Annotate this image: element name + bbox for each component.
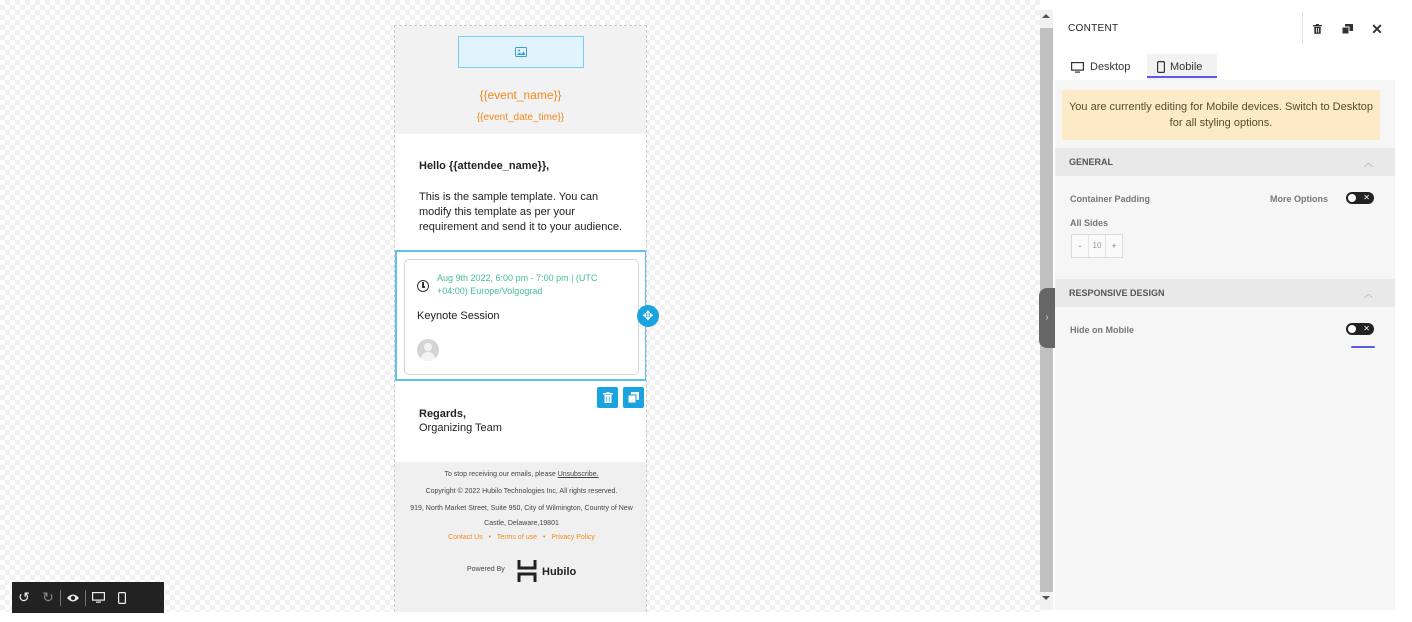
regards-text[interactable]: Regards, (419, 408, 467, 420)
desktop-view-button[interactable] (86, 582, 110, 613)
close-icon[interactable]: ✕ (1371, 20, 1383, 37)
unsubscribe-prefix: To stop receiving our emails, please (444, 471, 558, 478)
all-sides-label: All Sides (1070, 218, 1109, 228)
bottom-toolbar (12, 582, 164, 613)
unsubscribe-link[interactable]: Unsubscribe. (557, 471, 599, 478)
team-text[interactable]: Organizing Team (419, 422, 502, 434)
speaker-avatar (417, 339, 439, 361)
toggle-knob (1348, 194, 1356, 202)
responsive-section-header[interactable] (1055, 279, 1395, 307)
copyright-text: Copyright © 2022 Hubilo Technologies Inc, All rights reserved. (425, 488, 618, 495)
scroll-up-icon[interactable] (1042, 14, 1050, 18)
toggle-off-icon: ✕ (1363, 324, 1370, 333)
toggle-off-icon: ✕ (1363, 193, 1370, 202)
duplicate-icon (1342, 24, 1353, 34)
desktop-icon (1071, 62, 1084, 73)
general-section-title: GENERAL (1069, 157, 1114, 167)
email-footer[interactable] (395, 462, 647, 612)
body-text[interactable]: This is the sample template. You can modify this template as per your requirement and send it to your audience. (419, 191, 623, 233)
email-header[interactable] (395, 26, 646, 134)
chevron-up-icon: ︿ (1363, 289, 1373, 299)
padding-decrement-button[interactable]: - (1078, 241, 1082, 251)
greeting-text[interactable]: Hello {{attendee_name}}, (419, 160, 550, 172)
padding-stepper[interactable] (1071, 234, 1123, 258)
session-card[interactable] (404, 259, 639, 375)
footer-links (395, 534, 647, 541)
preview-button[interactable] (61, 582, 85, 613)
general-section-header[interactable] (1055, 148, 1395, 176)
undo-icon[interactable]: ↺ (18, 589, 30, 605)
scroll-down-icon[interactable] (1042, 596, 1050, 600)
session-block-selected[interactable] (395, 250, 647, 381)
focus-indicator (1351, 346, 1375, 348)
mobile-editing-notice: You are currently editing for Mobile devices. Switch to Desktop for all styling options. (1062, 90, 1380, 140)
panel-collapse-handle[interactable]: › (1039, 288, 1055, 348)
session-title: Keynote Session (417, 310, 500, 322)
responsive-section-title: RESPONSIVE DESIGN (1069, 288, 1165, 298)
delete-panel-button[interactable] (1309, 21, 1325, 37)
more-options-toggle[interactable] (1346, 192, 1374, 204)
container-padding-label: Container Padding (1070, 194, 1151, 204)
panel-title: CONTENT (1068, 23, 1119, 34)
hide-on-mobile-label: Hide on Mobile (1070, 325, 1134, 335)
session-time: Aug 9th 2022, 6:00 pm - 7:00 pm | (UTC +04:00) Europe/Volgograd (437, 273, 598, 296)
terms-link[interactable]: Terms of use (496, 534, 537, 541)
content-panel (1055, 10, 1395, 610)
address-line-1: 919, North Market Street, Suite 950, City of Wilmington, Country of New (410, 505, 633, 512)
toggle-knob (1348, 325, 1356, 333)
move-icon[interactable]: ✥ (637, 305, 659, 327)
desktop-icon (92, 592, 105, 603)
mobile-icon (118, 592, 126, 604)
delete-block-button[interactable] (597, 387, 618, 408)
more-options-label: More Options (1270, 194, 1328, 204)
contact-us-link[interactable]: Contact Us (448, 534, 483, 541)
event-date-time[interactable]: {{event_date_time}} (476, 112, 565, 123)
hide-on-mobile-toggle[interactable] (1346, 323, 1374, 335)
image-icon (515, 47, 527, 57)
divider (1302, 12, 1303, 44)
address-line-2: Castle, Delaware,19801 (484, 520, 559, 527)
chevron-up-icon: ︿ (1363, 158, 1373, 168)
link-separator: • (542, 534, 546, 541)
tab-desktop-label: Desktop (1090, 61, 1131, 73)
duplicate-block-button[interactable] (623, 387, 644, 408)
padding-increment-button[interactable]: + (1111, 241, 1117, 251)
hubilo-logo-icon (516, 558, 538, 584)
unsubscribe-line (395, 470, 647, 480)
mobile-icon (1157, 61, 1165, 73)
active-tab-indicator (1147, 76, 1217, 78)
duplicate-panel-button[interactable] (1339, 21, 1355, 37)
image-placeholder[interactable] (458, 36, 584, 68)
tab-mobile-label: Mobile (1170, 61, 1203, 73)
privacy-link[interactable]: Privacy Policy (551, 534, 595, 541)
redo-icon[interactable]: ↻ (42, 589, 54, 605)
trash-icon (603, 392, 613, 403)
event-name[interactable]: {{event_name}} (479, 88, 562, 102)
clock-icon (417, 280, 429, 292)
tab-desktop[interactable] (1071, 54, 1141, 80)
email-preview (394, 25, 647, 612)
panel-header (1055, 10, 1395, 80)
mobile-view-button[interactable] (110, 582, 134, 613)
duplicate-icon (628, 392, 639, 403)
trash-icon (1313, 24, 1322, 34)
padding-value-input[interactable]: 10 (1088, 235, 1106, 257)
hubilo-brand: Hubilo (542, 566, 577, 578)
link-separator: • (488, 534, 492, 541)
powered-by-text: Powered By (467, 566, 505, 573)
eye-icon (66, 593, 80, 603)
